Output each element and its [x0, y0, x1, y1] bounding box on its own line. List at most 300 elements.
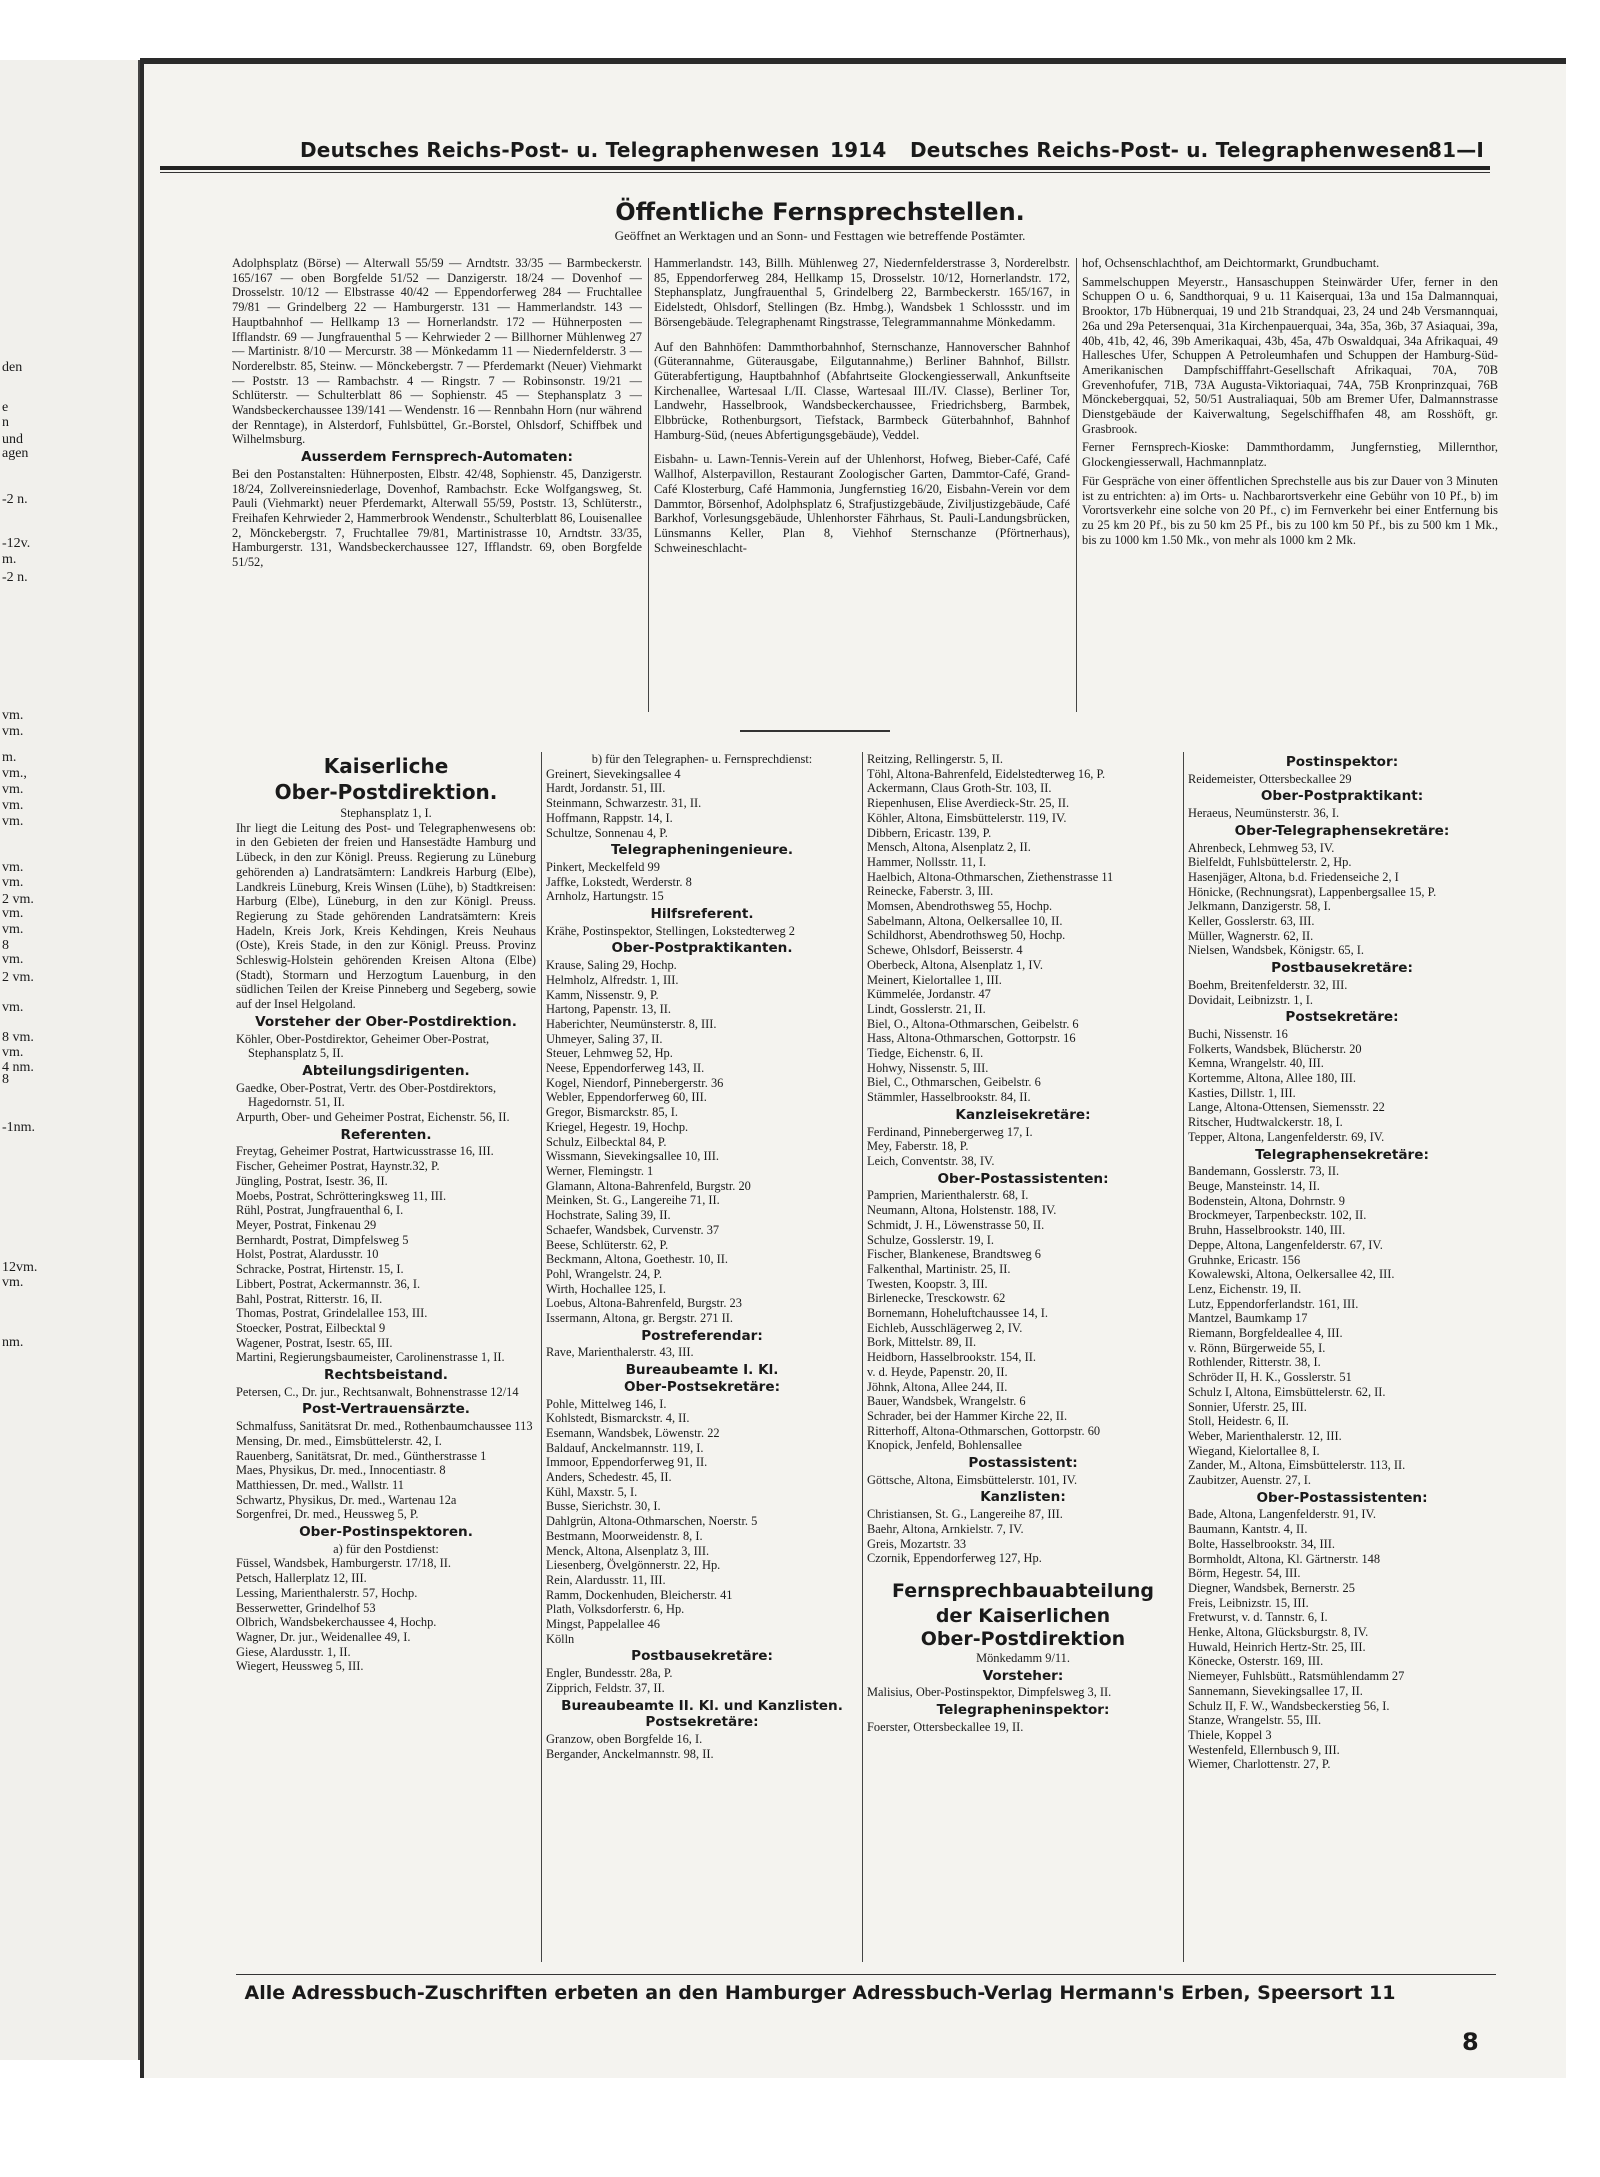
previous-page-fragment: den — [2, 360, 23, 375]
office-title: Ober-Postdirektion. — [274, 780, 498, 804]
previous-page-fragment: vm. — [2, 906, 24, 921]
list-entry: Jaffke, Lokstedt, Werderstr. 8 — [546, 874, 692, 889]
entry-list — [1188, 1027, 1496, 1145]
previous-page-fragment: 8 vm. — [2, 1030, 34, 1045]
list-entry: Mensing, Dr. med., Eimsbüttelerstr. 42, I. — [236, 1433, 442, 1448]
list-entry: Kasties, Dillstr. 1, III. — [1188, 1085, 1296, 1100]
list-entry: Pohle, Mittelweg 146, I. — [546, 1396, 667, 1411]
page-number: 8 — [1462, 2028, 1479, 2056]
paragraph: Ferner Fernsprech-Kioske: Dammthordamm, Jungfernstieg, Millernthor, Glockengiesserwall, Hachmannplatz. — [1082, 440, 1498, 470]
list-entry: Birlenecke, Tresckowstr. 62 — [867, 1291, 1006, 1306]
list-entry: Schwartz, Physikus, Dr. med., Wartenau 12a — [236, 1492, 457, 1507]
list-entry: Bormholdt, Altona, Kl. Gärtnerstr. 148 — [1188, 1551, 1381, 1566]
entry-list — [236, 1419, 536, 1522]
list-entry: Dovidait, Leibnizstr. 1, I. — [1188, 992, 1313, 1007]
list-entry: Hardt, Jordanstr. 51, III. — [546, 781, 666, 796]
list-entry: Weber, Marienthalerstr. 12, III. — [1188, 1428, 1342, 1443]
entry-list — [546, 924, 858, 939]
list-entry: Kamm, Nissenstr. 9, P. — [546, 987, 659, 1002]
office-address: Mönkedamm 9/11. — [976, 1650, 1070, 1665]
list-entry: Beuge, Mansteinstr. 14, II. — [1188, 1178, 1320, 1193]
section-divider — [740, 730, 890, 732]
entry-list — [236, 1556, 536, 1674]
list-entry: Granzow, oben Borgfelde 16, I. — [546, 1732, 703, 1746]
list-entry: Bandemann, Gosslerstr. 73, II. — [1188, 1164, 1340, 1179]
section-heading: Hilfsreferent. — [650, 906, 754, 923]
list-entry: Falkenthal, Martinistr. 25, II. — [867, 1261, 1011, 1276]
list-entry: Köhler, Ober-Postdirektor, Geheimer Ober-Postrat, Stephansplatz 5, II. — [236, 1031, 490, 1061]
section-heading: Bureaubeamte I. Kl. — [625, 1362, 779, 1379]
footer-notice: Alle Adressbuch-Zuschriften erbeten an den Hamburger Adressbuch-Verlag Hermann's Erben, Speersort 11 — [244, 1982, 1396, 2004]
list-entry: Lutz, Eppendorferlandstr. 161, III. — [1188, 1296, 1359, 1311]
list-entry: Bruhn, Hasselbrookstr. 140, III. — [1188, 1223, 1346, 1238]
list-entry: Beckmann, Altona, Goethestr. 10, II. — [546, 1252, 729, 1267]
previous-page-fragment: m. — [2, 552, 17, 567]
list-entry: Zander, M., Altona, Eimsbüttelerstr. 113, II. — [1188, 1458, 1406, 1473]
list-entry: Ramm, Dockenhuden, Bleicherstr. 41 — [546, 1587, 733, 1602]
section-title: Öffentliche Fernsprechstellen. — [615, 198, 1025, 226]
section-heading: Kanzlisten: — [980, 1489, 1066, 1506]
list-entry: Christiansen, St. G., Langereihe 87, III. — [867, 1507, 1063, 1522]
entry-list — [236, 1385, 536, 1400]
list-entry: Fischer, Blankenese, Brandtsweg 6 — [867, 1247, 1041, 1262]
paragraph: Bei den Postanstalten: Hühnerposten, Elbstr. 42/48, Sophienstr. 45, Danzigerstr. 18/24, Zollvereinsniederlage, Dovenhof, Rambachstr. Ecke Wolfgangsweg, St. Pauli (Viehmarkt) neuer Pferdemarkt, Alterwall 55/59, Poststr. 13, Schlüterstr., Freihafen Kehrwieder 2, Hammerbrook Wendenstr., Schulterblatt 86, Louisenallee 2, Mönckebergstr. 7, Fruchtallee 79/81, Martinistrasse 10, Arndtstr. 33/35, Hamburgerstr. 131, Wandsbeckerchaussee 127, Ifflandstr. 69, oben Borgfelde 51/52, — [232, 466, 642, 570]
list-entry: Olbrich, Wandsbekerchaussee 4, Hochp. — [236, 1615, 437, 1630]
list-entry: Füssel, Wandsbek, Hamburgerstr. 17/18, II. — [236, 1556, 452, 1571]
paragraph: Für Gespräche von einer öffentlichen Sprechstelle aus bis zur Dauer von 3 Minuten ist zu entrichten: a) im Orts- u. Nachbarortsverkehr eine Gebühr von 10 Pf., b) im Vorortsverkehr eine solche von 20 Pf., c) im Fernverkehr bei einer Entfernung bis zu 25 km 20 Pf., bis zu 50 km 25 Pf., bis zu 100 km 50 Pf., bis zu 500 km 1 Mk., bis zu 1000 km 1.50 Mk., von mehr als 1000 km 2 Mk. — [1082, 473, 1498, 547]
list-entry: Henke, Altona, Glücksburgstr. 8, IV. — [1188, 1625, 1369, 1640]
list-entry: Fretwurst, v. d. Tannstr. 6, I. — [1188, 1610, 1328, 1625]
list-entry: Schracke, Postrat, Hirtenstr. 15, I. — [236, 1262, 404, 1277]
paragraph: hof, Ochsenschlachthof, am Deichtormarkt, Grundbuchamt. — [1082, 256, 1380, 270]
previous-page-fragment: 8 — [2, 938, 9, 953]
list-entry: Bork, Mittelstr. 89, II. — [867, 1335, 977, 1350]
list-entry: Moebs, Postrat, Schrötteringksweg 11, III. — [236, 1188, 447, 1203]
list-entry: Hochstrate, Saling 39, II. — [546, 1208, 671, 1223]
top-column-1 — [232, 256, 642, 716]
list-entry: Sannemann, Sievekingsallee 17, II. — [1188, 1683, 1363, 1698]
list-entry: Gaedke, Ober-Postrat, Vertr. des Ober-Postdirektors, Hagedornstr. 51, II. — [236, 1080, 497, 1110]
list-entry: Krause, Saling 29, Hochp. — [546, 958, 677, 973]
list-entry: Hartong, Papenstr. 13, II. — [546, 1002, 671, 1017]
list-entry: Meinken, St. G., Langereihe 71, II. — [546, 1193, 720, 1208]
list-entry: Maes, Physikus, Dr. med., Innocentiastr. 8 — [236, 1463, 446, 1478]
list-entry: Brockmeyer, Tarpenbeckstr. 102, II. — [1188, 1208, 1367, 1223]
previous-page-fragment: vm. — [2, 798, 24, 813]
list-entry: Reidemeister, Ottersbeckallee 29 — [1188, 771, 1352, 786]
previous-page-fragment: vm. — [2, 1000, 24, 1015]
list-entry: Leich, Conventstr. 38, IV. — [867, 1153, 995, 1168]
list-entry: Reitzing, Rellingerstr. 5, II. — [867, 752, 1003, 766]
header-page: 81—I — [1428, 138, 1485, 162]
bottom-column-4 — [1188, 752, 1496, 1970]
list-entry: Matthiessen, Dr. med., Wallstr. 11 — [236, 1477, 404, 1492]
paragraph: Ihr liegt die Leitung des Post- und Telegraphenwesens ob: in den Gebieten der freien und Hansestädte Hamburg und Lübeck, in den zur Königl. Preuss. Regierung zu Lüneburg gehörenden a) Landratsämtern: Landkreis Harburg (Elbe), Landkreis Lüneburg, Kreis Winsen (Lühe), b) Stadtkreisen: Harburg (Elbe), Lüneburg, in den zur Königl. Preuss. Regierung zu Stade gehörenden Landratsämtern: Kreis Hadeln, Kreis Jork, Kreis Kehdingen, Kreis Neuhaus (Oste), Kreis Stade, in den zur Königl. Preuss. Provinz Schleswig-Holstein gehörenden Kreisen Altona (Elbe) (Stadt), Stormarn und Herzogtum Lauenburg, in den südlichen Teilen der Kreise Pinneberg und Segeberg, sowie auf der Insel Helgoland. — [236, 820, 536, 1012]
previous-page-fragment: vm. — [2, 814, 24, 829]
list-entry: Nielsen, Wandsbek, Königstr. 65, I. — [1188, 943, 1365, 958]
list-entry: Bielfeldt, Fuhlsbüttelerstr. 2, Hp. — [1188, 855, 1352, 870]
entry-list — [1188, 841, 1496, 959]
column-separator — [862, 752, 863, 1962]
list-entry: Hönicke, (Rechnungsrat), Lappenbergsallee 15, P. — [1188, 884, 1437, 899]
previous-page-fragment: agen — [2, 446, 29, 461]
list-entry: Mensch, Altona, Alsenplatz 2, II. — [867, 840, 1031, 855]
office-title: der Kaiserlichen — [935, 1604, 1111, 1627]
list-entry: Schröder II, H. K., Gosslerstr. 51 — [1188, 1370, 1352, 1385]
column-separator — [1183, 752, 1184, 1962]
list-entry: Neese, Eppendorferweg 143, II. — [546, 1061, 705, 1076]
list-entry: Dahlgrün, Altona-Othmarschen, Noerstr. 5 — [546, 1514, 758, 1529]
previous-page-fragment: vm., — [2, 766, 27, 781]
list-entry: Rothlender, Ritterstr. 38, I. — [1188, 1355, 1321, 1370]
section-heading: Postbausekretäre: — [1271, 960, 1413, 977]
list-entry: Hass, Altona-Othmarschen, Gottorpstr. 16 — [867, 1031, 1076, 1046]
section-heading: Telegraphensekretäre: — [1255, 1146, 1429, 1163]
previous-page-fragment: vm. — [2, 1045, 24, 1060]
list-entry: Wirth, Hochallee 125, I. — [546, 1281, 666, 1296]
previous-page-fragment: -1nm. — [2, 1120, 36, 1135]
section-heading: Ober-Postpraktikant: — [1260, 788, 1424, 805]
entry-list — [867, 1188, 1179, 1453]
header-left: Deutsches Reichs-Post- u. Telegraphenwesen — [300, 138, 820, 162]
list-entry: Immoor, Eppendorferweg 91, II. — [546, 1455, 708, 1470]
previous-page-fragment: vm. — [2, 922, 24, 937]
list-entry: Haberichter, Neumünsterstr. 8, III. — [546, 1016, 717, 1031]
list-entry: Wiegand, Kielortallee 8, I. — [1188, 1443, 1320, 1458]
paragraph: Hammerlandstr. 143, Billh. Mühlenweg 27, Niedernfelderstrasse 3, Norderelbstr. 85, Eppendorferweg 284, Hellkamp 15, Drosselstr. 10/12, Hornerlandstr. 172, Stephansplatz, Jungfrauenthal 5, Grindelberg 22, Barmbeckerstr. 165/167, in Eidelstedt, Ohlsdorf, Stellingen (Bz. Hmbg.), Wandsbek 1 Schlossstr. und im Börsengebäude. Telegraphenamt Ringstrasse, Telegrammannahme Mönkedamm. — [654, 256, 1070, 329]
list-entry: Beese, Schlüterstr. 62, P. — [546, 1237, 669, 1252]
list-entry: Kowalewski, Altona, Oelkersallee 42, III. — [1188, 1267, 1395, 1282]
header-year: 1914 — [830, 138, 887, 162]
entry-list — [1188, 1164, 1496, 1487]
list-entry: Diegner, Wandsbek, Bernerstr. 25 — [1188, 1580, 1355, 1595]
list-entry: Schildhorst, Abendrothsweg 50, Hochp. — [867, 928, 1066, 943]
list-entry: Bernhardt, Postrat, Dimpfelsweg 5 — [236, 1232, 409, 1247]
list-entry: Bauer, Wandsbek, Wrangelstr. 6 — [867, 1394, 1026, 1409]
list-entry: Wiegert, Heussweg 5, III. — [236, 1659, 364, 1674]
previous-page-fragment: vm. — [2, 708, 24, 723]
list-entry: Lessing, Marienthalerstr. 57, Hochp. — [236, 1585, 418, 1600]
office-address: Stephansplatz 1, I. — [340, 806, 432, 820]
list-entry: Loebus, Altona-Bahrenfeld, Burgstr. 23 — [546, 1296, 742, 1311]
list-entry: Schultze, Sonnenau 4, P. — [546, 825, 668, 840]
list-entry: Jüngling, Postrat, Isestr. 36, II. — [236, 1173, 388, 1188]
list-entry: Lenz, Eichenstr. 19, II. — [1188, 1281, 1302, 1296]
list-entry: Martini, Regierungsbaumeister, Carolinenstrasse 1, II. — [236, 1350, 505, 1365]
list-entry: Czornik, Eppendorferweg 127, Hp. — [867, 1551, 1042, 1566]
entry-list — [1188, 1507, 1496, 1772]
list-entry: Menck, Altona, Alsenplatz 3, III. — [546, 1543, 710, 1558]
list-entry: Jöhnk, Altona, Allee 244, II. — [867, 1379, 1008, 1394]
list-entry: Malisius, Ober-Postinspektor, Dimpfelsweg 3, II. — [867, 1685, 1112, 1700]
list-entry: Thomas, Postrat, Grindelallee 153, III. — [236, 1306, 428, 1321]
list-entry: Busse, Sierichstr. 30, I. — [546, 1499, 661, 1514]
list-entry: Schewe, Ohlsdorf, Beisserstr. 4 — [867, 943, 1023, 958]
list-entry: Krähe, Postinspektor, Stellingen, Lokstedterweg 2 — [546, 923, 795, 938]
previous-page-fragment: 2 vm. — [2, 892, 34, 907]
entry-list — [236, 1081, 536, 1125]
section-heading: Ober-Postsekretäre: — [623, 1378, 781, 1395]
list-entry: Biel, C., Othmarschen, Geibelstr. 6 — [867, 1075, 1041, 1090]
list-entry: Huwald, Heinrich Hertz-Str. 25, III. — [1188, 1639, 1366, 1654]
entry-list — [236, 1032, 536, 1061]
column-separator — [541, 752, 542, 1962]
bottom-column-3 — [867, 752, 1179, 1970]
list-entry: Wagner, Dr. jur., Weidenallee 49, I. — [236, 1629, 411, 1644]
entry-list — [1188, 806, 1496, 821]
subheading: a) für den Postdienst: — [333, 1541, 439, 1556]
entry-list — [867, 1685, 1179, 1700]
paragraph: Adolphsplatz (Börse) — Alterwall 55/59 — Arndtstr. 33/35 — Barmbeckerstr. 165/167 — oben Borgfelde 51/52 — Danzigerstr. 18/24 — Dovenhof — Drosselstr. 10/12 — Elbstrasse 40/42 — Eppendorferweg 284 — Fruchtallee 79/81 — Grindelberg 22 — Hamburgerstr. 131 — Hammerlandstr. 143 — Hauptbahnhof — Hellkamp 13 — Hornerlandstr. 172 — Hühnerposten — Ifflandstr. 69 — Jungfrauenthal 5 — Kehrwieder 2 — Billhorner Mühlenweg 27 — Martinistr. 8/10 — Mercurstr. 38 — Mönkedamm 11 — Niedernfelderstr. 3 — Norderelbstr. 85, Steinw. — Mönckebergstr. 7 — Pferdemarkt (Neuer) Viehmarkt — Poststr. 13 — Rambachstr. 4 — Ringstr. 7 — Robinsonstr. 19/21 — Schlüterstr. — Schulterblatt 86 — Sophienstr. 45 — Stephansplatz 3 — Wandsbeckerchaussee 139/141 — Wendenstr. 16 — Rennbahn Horn (nur während der Renntage), in Alsterdorf, Fuhlsbüttel, Gr.-Borstel, Ohlsdorf, Schiffbek und Wilhelmsburg. — [232, 256, 642, 447]
list-entry: Bade, Altona, Langenfelderstr. 91, IV. — [1188, 1507, 1376, 1522]
list-entry: Mey, Faberstr. 18, P. — [867, 1139, 969, 1154]
list-entry: Plath, Volksdorferstr. 6, Hp. — [546, 1602, 685, 1617]
list-entry: Baldauf, Anckelmannstr. 119, I. — [546, 1440, 704, 1455]
entry-list — [546, 958, 858, 1326]
previous-page-fragment: 8 — [2, 1072, 9, 1087]
entry-list — [867, 1507, 1179, 1566]
section-heading: Referenten. — [340, 1126, 432, 1143]
section-heading: Postinspektor: — [1285, 754, 1399, 770]
list-entry: Bornemann, Hoheluftchaussee 14, I. — [867, 1306, 1048, 1321]
list-entry: Bolte, Hasselbrookstr. 34, III. — [1188, 1536, 1335, 1551]
list-entry: Arnholz, Hartungstr. 15 — [546, 889, 664, 904]
section-heading: Abteilungsdirigenten. — [302, 1062, 470, 1079]
section-heading: Ober-Postassistenten: — [1256, 1489, 1428, 1506]
list-entry: Heraeus, Neumünsterstr. 36, I. — [1188, 806, 1340, 821]
list-entry: Foerster, Ottersbeckallee 19, II. — [867, 1719, 1024, 1734]
list-entry: Schulze, Gosslerstr. 19, I. — [867, 1232, 994, 1247]
list-entry: Petsch, Hallerplatz 12, III. — [236, 1571, 367, 1586]
list-entry: Keller, Gosslerstr. 63, III. — [1188, 914, 1315, 929]
bottom-column-2 — [546, 752, 858, 1970]
list-entry: Niemeyer, Fuhlsbütt., Ratsmühlendamm 27 — [1188, 1669, 1405, 1684]
list-entry: Börm, Hegestr. 54, III. — [1188, 1566, 1301, 1581]
list-entry: Westenfeld, Ellernbusch 9, III. — [1188, 1742, 1340, 1757]
list-entry: Töhl, Altona-Bahrenfeld, Eidelstedterweg 16, P. — [867, 766, 1106, 781]
list-entry: v. Rönn, Bürgerweide 55, I. — [1188, 1340, 1326, 1355]
list-entry: Gruhnke, Ericastr. 156 — [1188, 1252, 1301, 1267]
previous-page-fragment: vm. — [2, 875, 24, 890]
previous-page-fragment: 4 nm. — [2, 1060, 34, 1075]
list-entry: Reinecke, Faberstr. 3, III. — [867, 884, 994, 899]
entry-list — [546, 767, 858, 841]
list-entry: Stämmler, Hasselbrookstr. 84, II. — [867, 1090, 1031, 1105]
list-entry: Knopick, Jenfeld, Bohlensallee — [867, 1438, 1022, 1453]
section-heading: Postreferendar: — [641, 1327, 763, 1344]
list-entry: Haelbich, Altona-Othmarschen, Ziethenstrasse 11 — [867, 869, 1114, 884]
top-column-3 — [1082, 256, 1498, 716]
list-entry: Buchi, Nissenstr. 16 — [1188, 1026, 1288, 1041]
list-entry: Engler, Bundesstr. 28a, P. — [546, 1666, 673, 1681]
section-heading: Post-Vertrauensärzte. — [302, 1401, 470, 1418]
list-entry: Ritscher, Hudtwalckerstr. 18, I. — [1188, 1115, 1343, 1130]
entry-list — [867, 1473, 1179, 1488]
list-entry: Meyer, Postrat, Finkenau 29 — [236, 1217, 377, 1232]
list-entry: Fischer, Geheimer Postrat, Haynstr.32, P. — [236, 1159, 440, 1174]
previous-page-fragment: -2 n. — [2, 570, 28, 585]
previous-page-fragment: und — [2, 432, 23, 447]
list-entry: Rühl, Postrat, Jungfrauenthal 6, I. — [236, 1203, 404, 1218]
list-entry: Hohwy, Nissenstr. 5, III. — [867, 1060, 989, 1075]
list-entry: Greinert, Sievekingsallee 4 — [546, 766, 681, 781]
footer-rule — [236, 1974, 1496, 1975]
list-entry: Petersen, C., Dr. jur., Rechtsanwalt, Bohnenstrasse 12/14 — [236, 1384, 519, 1399]
list-entry: Stoll, Heidestr. 6, II. — [1188, 1414, 1289, 1429]
entry-list — [546, 860, 858, 904]
list-entry: Greis, Mozartstr. 33 — [867, 1536, 967, 1551]
previous-page-fragment: 12vm. — [2, 1260, 38, 1275]
previous-page-fragment: m. — [2, 750, 17, 765]
subheading: b) für den Telegraphen- u. Fernsprechdienst: — [591, 752, 813, 766]
list-entry: Ahrenbeck, Lehmweg 53, IV. — [1188, 840, 1335, 855]
section-heading: Postassistent: — [968, 1455, 1078, 1472]
list-entry: Zaubitzer, Auenstr. 27, I. — [1188, 1473, 1312, 1488]
list-entry: Twesten, Koopstr. 3, III. — [867, 1276, 988, 1291]
section-heading: Vorsteher der Ober-Postdirektion. — [255, 1013, 517, 1030]
entry-list — [867, 1125, 1179, 1169]
previous-page-fragment: vm. — [2, 724, 24, 739]
office-title: Fernsprechbauabteilung — [892, 1579, 1154, 1602]
list-entry: Hasenjäger, Altona, b.d. Friedenseiche 2, I — [1188, 869, 1399, 884]
section-subtitle: Geöffnet an Werktagen und an Sonn- und Festtagen wie betreffende Postämter. — [614, 228, 1026, 243]
entry-list — [546, 1732, 858, 1761]
list-entry: Baumann, Kantstr. 4, II. — [1188, 1522, 1308, 1537]
list-entry: Schrader, bei der Hammer Kirche 22, II. — [867, 1408, 1068, 1423]
list-entry: Meinert, Kielortallee 1, III. — [867, 972, 1002, 987]
list-entry: Riemann, Borgfeldeallee 4, III. — [1188, 1326, 1343, 1341]
list-entry: Köhler, Altona, Eimsbüttelerstr. 119, IV. — [867, 810, 1067, 825]
top-column-2 — [654, 256, 1070, 716]
previous-page-fragment: e — [2, 400, 9, 415]
list-entry: Tepper, Altona, Langenfelderstr. 69, IV. — [1188, 1129, 1385, 1144]
list-entry: Werner, Flemingstr. 1 — [546, 1163, 654, 1178]
list-entry: Heidborn, Hasselbrookstr. 154, II. — [867, 1350, 1036, 1365]
section-heading: Ober-Postinspektoren. — [299, 1524, 473, 1541]
list-entry: Pamprien, Marienthalerstr. 68, I. — [867, 1188, 1029, 1203]
entry-list — [1188, 772, 1496, 787]
list-entry: Gregor, Bismarckstr. 85, I. — [546, 1105, 678, 1120]
list-entry: Thiele, Koppel 3 — [1188, 1728, 1272, 1742]
list-entry: v. d. Heyde, Papenstr. 20, II. — [867, 1364, 1008, 1379]
entry-list — [867, 1720, 1179, 1735]
list-entry: Sorgenfrei, Dr. med., Heussweg 5, P. — [236, 1507, 419, 1522]
list-entry: Giese, Alardusstr. 1, II. — [236, 1644, 351, 1659]
list-entry: Bodenstein, Altona, Dohrnstr. 9 — [1188, 1193, 1345, 1208]
header-right: Deutsches Reichs-Post- u. Telegraphenwesen — [910, 138, 1430, 162]
list-entry: Kriegel, Hegestr. 19, Hochp. — [546, 1119, 689, 1134]
section-heading: Postsekretäre: — [1285, 1009, 1399, 1026]
list-entry: Kogel, Niendorf, Pinnebergerstr. 36 — [546, 1075, 724, 1090]
list-entry: Rauenberg, Sanitätsrat, Dr. med., Güntherstrasse 1 — [236, 1448, 487, 1463]
office-title: Kaiserliche — [323, 754, 449, 778]
list-entry: Lindt, Gosslerstr. 21, II. — [867, 1001, 986, 1016]
entry-list — [236, 1144, 536, 1365]
header-rule — [160, 166, 1490, 170]
list-entry: Hoffmann, Rappstr. 14, I. — [546, 810, 673, 825]
list-entry: Schulz II, F. W., Wandsbeckerstieg 56, I. — [1188, 1698, 1390, 1713]
paragraph: Eisbahn- u. Lawn-Tennis-Verein auf der Uhlenhorst, Hofweg, Bieber-Café, Café Wallhof, Alsterpavillon, Restaurant Zoologischer Garten, Dammtor-Café, Grand-Café Klosterburg, Café Hammonia, Jungfernstieg 16/20, Eisbahn-Verein vor dem Dammtor, Börsenhof, Adolphsplatz 6, Strafjustizgebäude, Ziviljustizgebäude, Café Barkhof, Vorlesungsgebäude, Uhlenhorster Fährhaus, St. Pauli-Landungsbrücken, Lünsmanns Keller, Plan 8, Viehhof Sternschanze (Pförtnerhaus), Schweineschlacht- — [654, 452, 1070, 555]
list-entry: Pohl, Wrangelstr. 24, P. — [546, 1266, 662, 1281]
section-heading: Vorsteher: — [982, 1667, 1064, 1684]
list-entry: Oberbeck, Altona, Alsenplatz 1, IV. — [867, 957, 1043, 972]
list-entry: Libbert, Postrat, Ackermannstr. 36, I. — [236, 1276, 421, 1291]
list-entry: Baehr, Altona, Arnkielstr. 7, IV. — [867, 1521, 1024, 1536]
list-entry: Holst, Postrat, Alardusstr. 10 — [236, 1247, 379, 1262]
list-entry: Bergander, Anckelmannstr. 98, II. — [546, 1746, 714, 1761]
list-entry: Stanze, Wrangelstr. 55, III. — [1188, 1713, 1322, 1728]
list-entry: Momsen, Abendrothsweg 55, Hochp. — [867, 899, 1053, 914]
previous-page-fragment: -12v. — [2, 536, 31, 551]
list-entry: Kölln — [546, 1631, 575, 1646]
list-entry: Schulz, Eilbecktal 84, P. — [546, 1134, 667, 1149]
list-entry: Pinkert, Meckelfeld 99 — [546, 859, 660, 874]
list-entry: Freytag, Geheimer Postrat, Hartwicusstrasse 16, III. — [236, 1144, 494, 1159]
list-entry: Liesenberg, Övelgönnerstr. 22, Hp. — [546, 1558, 721, 1573]
section-heading: Telegrapheninspektor: — [936, 1702, 1110, 1719]
list-entry: Kemna, Wrangelstr. 40, III. — [1188, 1056, 1324, 1071]
list-entry: Webler, Eppendorferweg 60, III. — [546, 1090, 707, 1105]
office-title: Ober-Postdirektion — [920, 1627, 1126, 1650]
list-entry: Neumann, Altona, Holstenstr. 188, IV. — [867, 1203, 1057, 1218]
list-entry: Wiemer, Charlottenstr. 27, P. — [1188, 1757, 1331, 1772]
list-entry: Uhmeyer, Saling 37, II. — [546, 1031, 663, 1046]
list-entry: Kortemme, Altona, Allee 180, III. — [1188, 1071, 1356, 1086]
list-entry: Deppe, Altona, Langenfelderstr. 67, IV. — [1188, 1237, 1383, 1252]
list-entry: Müller, Wagnerstr. 62, II. — [1188, 928, 1314, 943]
section-heading: Ober-Postassistenten: — [937, 1170, 1109, 1187]
previous-page-fragment: vm. — [2, 782, 24, 797]
previous-page-fragment: vm. — [2, 1275, 24, 1290]
list-entry: Kohlstedt, Bismarckstr. 4, II. — [546, 1411, 690, 1426]
list-entry: Folkerts, Wandsbek, Blücherstr. 20 — [1188, 1041, 1362, 1056]
list-entry: Anders, Schedestr. 45, II. — [546, 1470, 672, 1485]
list-entry: Sonnier, Uferstr. 25, III. — [1188, 1399, 1307, 1414]
list-entry: Ackermann, Claus Groth-Str. 103, II. — [867, 781, 1052, 796]
list-entry: Kühl, Maxstr. 5, I. — [546, 1484, 638, 1499]
list-entry: Arpurth, Ober- und Geheimer Postrat, Eichenstr. 56, II. — [236, 1110, 510, 1125]
column-separator — [1076, 258, 1077, 712]
list-entry: Boehm, Breitenfelderstr. 32, III. — [1188, 977, 1348, 992]
list-entry: Zipprich, Feldstr. 37, II. — [546, 1680, 665, 1695]
list-entry: Schaefer, Wandsbek, Curvenstr. 37 — [546, 1222, 720, 1237]
list-entry: Ritterhoff, Altona-Othmarschen, Gottorpstr. 60 — [867, 1423, 1101, 1438]
list-entry: Helmholz, Alfredstr. 1, III. — [546, 972, 679, 987]
list-entry: Dibbern, Ericastr. 139, P. — [867, 825, 992, 840]
list-entry: Eichleb, Ausschlägerweg 2, IV. — [867, 1320, 1023, 1335]
list-entry: Bahl, Postrat, Ritterstr. 16, II. — [236, 1291, 383, 1306]
bottom-column-1 — [236, 750, 536, 1970]
section-heading: Ober-Postpraktikanten. — [611, 940, 793, 957]
list-entry: Issermann, Altona, gr. Bergstr. 271 II. — [546, 1311, 733, 1326]
entry-list — [1188, 978, 1496, 1007]
paragraph: Auf den Bahnhöfen: Dammthorbahnhof, Sternschanze, Hannoverscher Bahnhof (Güterannahme, Güterausgabe, Eilgutannahme,) Berliner Bahnhof, Billstr. Güterabfertigung, Hauptbahnhof (Abfahrtseite Glockengiesserwall, Ankunftseite Kirchenallee, Wartesaal I./II. Classe, Wartesaal III./IV. Classe), Berliner Tor, Landwehr, Hasselbrook, Wandsbeckerchaussee, Friedrichsberg, Barmbek, Elbbrücke, Rothenburgsort, Tiefstack, Barmbeck Güterbahnhof, Bahnhof Hamburg-Süd, (neues Abfertigungsgebäude), Veddel. — [654, 339, 1070, 442]
section-heading: Rechtsbeistand. — [324, 1367, 448, 1384]
list-entry: Schmidt, J. H., Löwenstrasse 50, II. — [867, 1217, 1045, 1232]
list-entry: Riepenhusen, Elise Averdieck-Str. 25, II. — [867, 796, 1070, 811]
previous-page-fragment: 2 vm. — [2, 970, 34, 985]
section-heading: Postbausekretäre: — [631, 1648, 773, 1665]
list-entry: Biel, O., Altona-Othmarschen, Geibelstr. 6 — [867, 1016, 1079, 1031]
section-heading: Postsekretäre: — [645, 1714, 759, 1731]
entry-list — [546, 1397, 858, 1647]
previous-page-fragment: vm. — [2, 860, 24, 875]
list-entry: Freis, Leibnizstr. 15, III. — [1188, 1595, 1309, 1610]
list-entry: Rave, Marienthalerstr. 43, III. — [546, 1345, 694, 1360]
list-entry: Glamann, Altona-Bahrenfeld, Burgstr. 20 — [546, 1178, 751, 1193]
list-entry: Sabelmann, Altona, Oelkersallee 10, II. — [867, 913, 1063, 928]
section-heading: Bureaubeamte II. Kl. und Kanzlisten. — [561, 1697, 843, 1714]
